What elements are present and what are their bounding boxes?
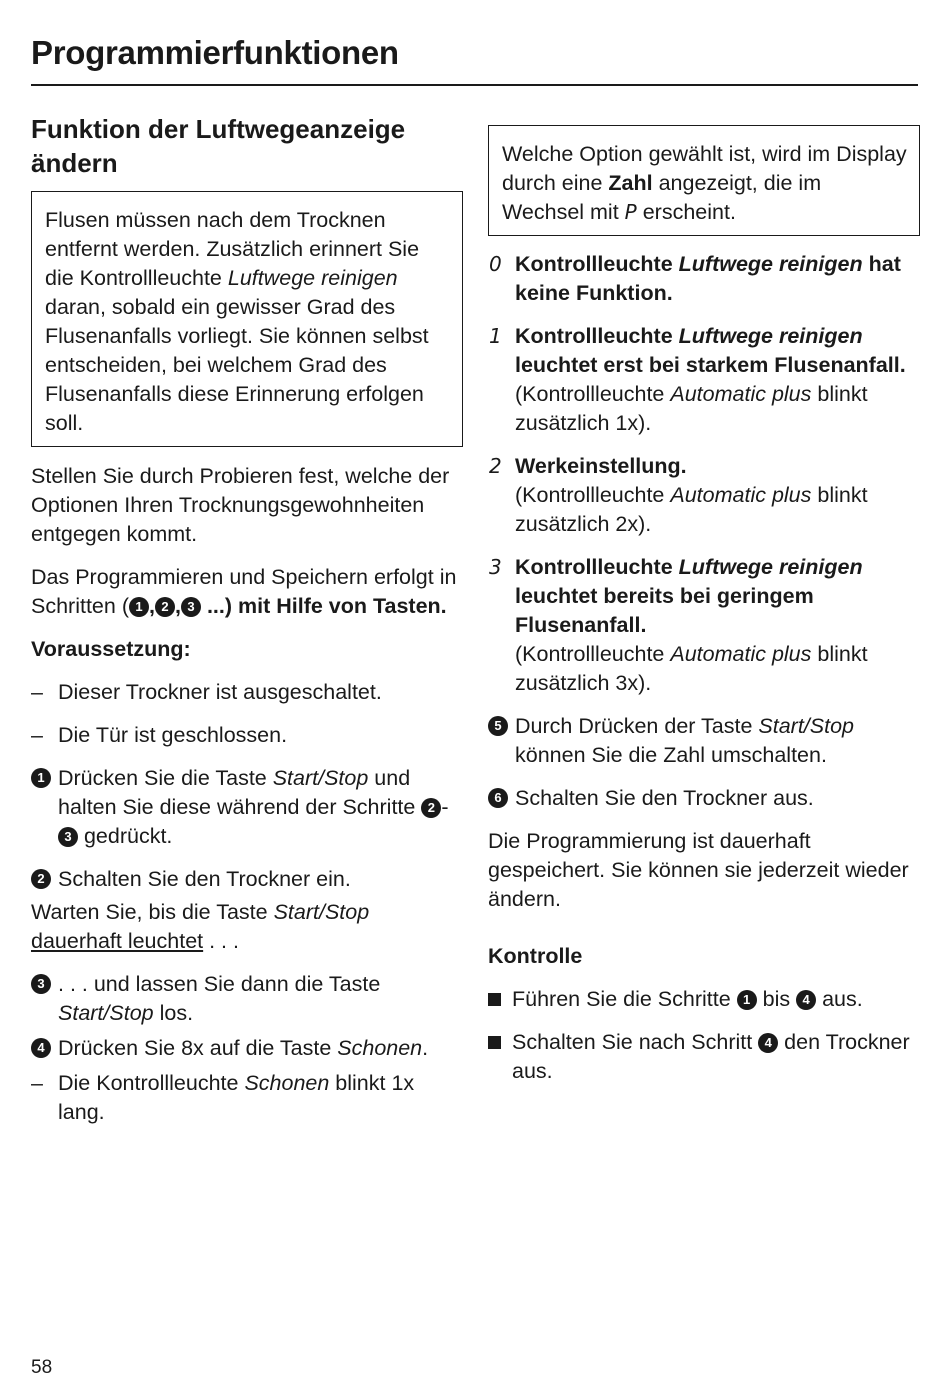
step-number-icon: 4 (796, 990, 816, 1010)
step-text: Schalten Sie den Trockner aus. (515, 786, 814, 810)
option-title: Kontrollleuchte (515, 324, 679, 348)
step-5 (488, 712, 920, 770)
step-number-icon: 2 (31, 869, 51, 889)
control-item (488, 1028, 920, 1086)
control-text: den Trockner aus. (512, 1030, 910, 1083)
option-title-italic: Luftwege reinigen (678, 252, 863, 276)
step-4-note (31, 1069, 463, 1127)
option-title: leuchtet erst bei starkem Flusenanfall. (515, 353, 906, 377)
wait-underlined: dauerhaft leuchtet (31, 929, 204, 953)
option-title: Kontrollleuchte (515, 555, 679, 579)
key-name: Start/Stop (58, 1001, 154, 1025)
bullet-square-icon (488, 1036, 501, 1049)
step-4 (31, 1034, 463, 1063)
step-text: Drücken Sie 8x auf die Taste (58, 1036, 338, 1060)
option-title: hat keine Funktion. (515, 252, 901, 305)
option-note: (Kontrollleuchte (515, 642, 671, 666)
option-item (488, 322, 920, 438)
step-text: los. (153, 1001, 194, 1025)
option-digit: 3 (489, 555, 502, 579)
control-title: Kontrolle (488, 944, 583, 968)
display-p-symbol: P (624, 200, 637, 224)
box-bold: Zahl (608, 171, 653, 195)
intro-paragraph: Stellen Sie durch Probieren fest, welche der Optionen Ihren Trocknungsgewohnheiten entgegen kommt. (31, 464, 450, 546)
page-number: 58 (31, 1357, 53, 1378)
steps-paragraph-bold: ...) mit Hilfe von Tasten. (206, 594, 447, 618)
section-heading (31, 112, 463, 180)
option-note-italic: Automatic plus (670, 382, 812, 406)
step-text: und halten Sie diese während der Schritte (58, 766, 422, 819)
option-item (488, 250, 920, 308)
saved-paragraph: Die Programmierung ist dauerhaft gespeichert. Sie können sie jederzeit wieder ändern. (488, 829, 909, 911)
right-column (488, 125, 920, 1086)
list-item (31, 721, 463, 750)
step-number-icon: 1 (31, 768, 51, 788)
control-text: bis (756, 987, 797, 1011)
prerequisite-title: Voraussetzung: (31, 637, 191, 661)
info-box (31, 191, 463, 447)
step-number-icon: 5 (488, 716, 508, 736)
note-text: blinkt 1x lang. (58, 1071, 415, 1124)
option-title: leuchtet bereits bei geringem Flusenanfall. (515, 584, 814, 637)
step-number-icon: 4 (758, 1033, 778, 1053)
step-number-icon: 3 (181, 597, 201, 617)
step-3 (31, 970, 463, 1028)
option-title-italic: Luftwege reinigen (678, 324, 863, 348)
steps-paragraph-text: Das Programmieren und Speichern erfolgt in Schritten ( (31, 565, 457, 618)
box-text: angezeigt, die im Wechsel mit (502, 171, 822, 224)
step-number-icon: 1 (129, 597, 149, 617)
option-list (488, 250, 920, 698)
option-note: (Kontrollleuchte (515, 382, 671, 406)
note-text: Die Kontrollleuchte (58, 1071, 245, 1095)
wait-paragraph (31, 898, 463, 956)
option-note-italic: Automatic plus (670, 642, 812, 666)
wait-text: Warten Sie, bis die Taste (31, 900, 274, 924)
bullet-square-icon (488, 993, 501, 1006)
option-note: (Kontrollleuchte (515, 483, 671, 507)
step-text: können Sie die Zahl umschalten. (515, 743, 827, 767)
step-number-icon: 3 (58, 827, 78, 847)
step-number-icon: 2 (421, 798, 441, 818)
key-name: Start/Stop (758, 714, 854, 738)
list-item (31, 678, 463, 707)
option-note: blinkt zusätzlich 3x). (515, 642, 868, 695)
box-text: Welche Option gewählt ist, wird im Display durch eine (502, 142, 907, 195)
option-note-italic: Automatic plus (670, 483, 812, 507)
option-note: blinkt zusätzlich 1x). (515, 382, 868, 435)
section-heading-line2: ändern (31, 148, 118, 178)
step-text: Drücken Sie die Taste (58, 766, 273, 790)
step-text: gedrückt. (78, 824, 173, 848)
option-item (488, 553, 920, 698)
step-number-icon: 4 (31, 1038, 51, 1058)
option-title: Kontrollleuchte (515, 252, 679, 276)
prerequisite-text: Die Tür ist geschlossen. (58, 723, 288, 747)
step-number-icon: 1 (737, 990, 757, 1010)
info-text-2: daran, sobald ein gewisser Grad des Flusenanfalls vorliegt. Sie können selbst entscheiden, bei welchem Grad des Flusenanfalls diese Erinnerung erfolgen soll. (45, 295, 429, 435)
prerequisite-text: Dieser Trockner ist ausgeschaltet. (58, 680, 382, 704)
title-rule (31, 84, 918, 86)
dash-marker: – (31, 1071, 43, 1095)
info-text-1: Flusen müssen nach dem Trocknen entfernt werden. Zusätzlich erinnert Sie die Kontrollleuchte (45, 208, 420, 290)
option-title: Werkeinstellung. (515, 454, 687, 478)
info-text-italic: Luftwege reinigen (227, 266, 398, 290)
display-info-box (488, 125, 920, 236)
range-separator: - (441, 795, 449, 819)
control-text: Schalten Sie nach Schritt (512, 1030, 759, 1054)
option-title-italic: Luftwege reinigen (678, 555, 863, 579)
step-1 (31, 764, 463, 851)
option-digit: 2 (489, 454, 502, 478)
step-number-icon: 2 (155, 597, 175, 617)
page-title: Programmierfunktionen (31, 34, 399, 71)
step-text: Schalten Sie den Trockner ein. (58, 867, 351, 891)
key-name: Schonen (244, 1071, 330, 1095)
key-name: Start/Stop (272, 766, 369, 790)
steps-paragraph: Das Programmieren und Speichern erfolgt in Schritten ( 1 , 2 , 3 ...) mit Hilfe von Tasten. (31, 565, 457, 618)
wait-ellipsis: . . . (203, 929, 239, 953)
step-text: Durch Drücken der Taste (515, 714, 759, 738)
option-item (488, 452, 920, 539)
left-column (31, 112, 463, 1127)
step-text: . . . und lassen Sie dann die Taste (58, 972, 381, 996)
dash-marker: – (31, 680, 43, 704)
step-text: . (422, 1036, 429, 1060)
step-number-icon: 6 (488, 788, 508, 808)
box-text: erscheint. (636, 200, 736, 224)
key-name: Start/Stop (273, 900, 370, 924)
control-text: aus. (816, 987, 863, 1011)
key-name: Schonen (337, 1036, 423, 1060)
section-heading-line1: Funktion der Luftwegeanzeige (31, 114, 406, 144)
control-text: Führen Sie die Schritte (512, 987, 737, 1011)
option-digit: 0 (489, 252, 502, 276)
option-digit: 1 (489, 324, 502, 348)
option-note: blinkt zusätzlich 2x). (515, 483, 868, 536)
step-6 (488, 784, 920, 813)
control-item (488, 985, 920, 1014)
dash-marker: – (31, 723, 43, 747)
step-number-icon: 3 (31, 974, 51, 994)
step-2 (31, 865, 463, 894)
